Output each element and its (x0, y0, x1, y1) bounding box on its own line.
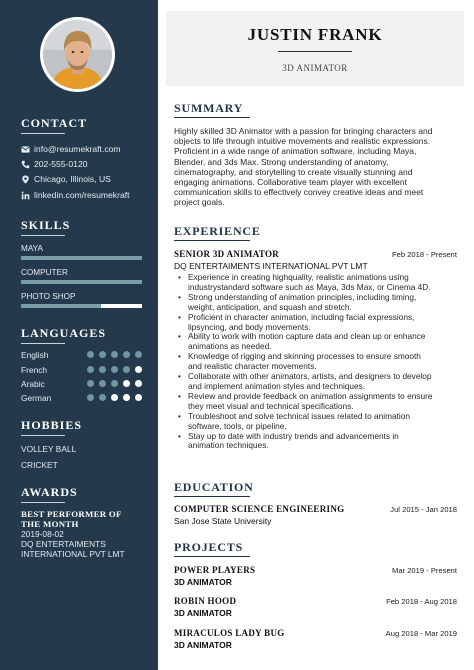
project-date: Aug 2018 - Mar 2019 (385, 629, 457, 638)
education-date: Jul 2015 - Jan 2018 (390, 505, 457, 514)
project-name: ROBIN HOOD (174, 596, 237, 606)
bullet-line: • Collaborate with other animators, artists, and designers to develop (188, 371, 432, 382)
language-name: French (21, 365, 48, 375)
award-date: 2019-08-02 (21, 529, 64, 539)
rating-dot-filled (123, 366, 130, 373)
bullet-line: • Knowledge of rigging and skinning processes to ensure smooth (188, 351, 421, 362)
language-row (21, 365, 142, 375)
experience-bullet (178, 352, 458, 372)
experience-bullet (178, 273, 458, 293)
summary-line: Blender, and 3ds Max. Strong understanding of anatomy, (174, 156, 389, 167)
project-date: Feb 2018 - Aug 2018 (386, 597, 457, 606)
bullet-line: and implement animation styles and techniques. (188, 380, 366, 391)
experience-bullet (178, 412, 458, 432)
awards-divider (21, 502, 65, 503)
award-title-line2: THE MONTH (21, 519, 79, 529)
experience-bullet (178, 293, 458, 313)
contact-heading: CONTACT (21, 116, 88, 130)
summary-line: engaging animations. Collaborative team player with excellent (174, 177, 407, 188)
profile-photo (43, 20, 112, 89)
job-title: SENIOR 3D ANIMATOR (174, 249, 280, 259)
skill-bar (21, 280, 142, 284)
rating-dot-filled (111, 380, 118, 387)
projects-divider (174, 556, 250, 557)
experience-bullet (178, 332, 458, 352)
education-divider (174, 496, 250, 497)
language-row (21, 393, 142, 403)
bullet-line: lipsyncing, and body movements. (188, 321, 311, 332)
experience-bullet (178, 392, 458, 412)
contact-linkedin-text: linkedin.com/resumekraft (34, 190, 130, 200)
linkedin-icon (21, 191, 30, 200)
education-school: San Jose State University (174, 516, 272, 526)
rating-dot-empty (123, 380, 130, 387)
rating-dot-empty (111, 394, 118, 401)
contact-phone-text: 202-555-0120 (34, 159, 88, 169)
candidate-role: 3D ANIMATOR (282, 63, 348, 73)
education-degree: COMPUTER SCIENCE ENGINEERING (174, 504, 345, 514)
summary-divider (174, 117, 250, 118)
language-name: Arabic (21, 379, 45, 389)
skill-bar-fill (21, 304, 101, 308)
hobbies-divider (21, 435, 65, 436)
language-row (21, 350, 142, 360)
education-heading: EDUCATION (174, 480, 254, 494)
language-rating (87, 351, 142, 358)
contact-linkedin[interactable] (21, 189, 130, 201)
rating-dot-filled (135, 351, 142, 358)
bullet-line: • Experience in creating highquality, realistic animations using (188, 272, 409, 282)
summary-line: cinematography, and storytelling to create visually stunning and (174, 166, 413, 177)
projects-heading: PROJECTS (174, 540, 244, 554)
rating-dot-filled (111, 366, 118, 373)
bullet-line: animation techniques. (188, 440, 269, 451)
language-name: English (21, 350, 49, 360)
bullet-line: and realistic character movements. (188, 361, 317, 372)
awards-heading: AWARDS (21, 485, 78, 499)
language-rating (87, 394, 142, 401)
summary-text (174, 126, 459, 208)
bullet-line: • Ability to work with motion capture data and clean up or enhance (188, 331, 426, 342)
bullet-line: weight, anticipation, and squash and stretch. (188, 301, 352, 312)
summary-line: Proficient in a wide range of animation software, including Maya, (174, 146, 417, 157)
skill-label: PHOTO SHOP (21, 292, 76, 301)
bullet-line: software, tools, or pipeline. (188, 420, 287, 431)
name-divider (278, 51, 352, 52)
project-role: 3D ANIMATOR (174, 608, 232, 618)
experience-divider (174, 240, 250, 241)
rating-dot-filled (87, 351, 94, 358)
skill-bar-fill (21, 280, 142, 284)
rating-dot-filled (99, 366, 106, 373)
bullet-line: • Troubleshoot and solve technical issues related to animation (188, 410, 410, 421)
summary-heading: SUMMARY (174, 101, 244, 115)
rating-dot-empty (135, 366, 142, 373)
languages-heading: LANGUAGES (21, 326, 107, 340)
email-icon (21, 145, 30, 154)
language-row (21, 379, 142, 389)
project-name: MIRACULOS LADY BUG (174, 628, 285, 638)
rating-dot-filled (87, 394, 94, 401)
skill-bar (21, 256, 142, 260)
contact-divider (21, 133, 65, 134)
rating-dot-filled (99, 394, 106, 401)
languages-divider (21, 343, 65, 344)
rating-dot-empty (135, 380, 142, 387)
contact-email-text: info@resumekraft.com (34, 144, 121, 154)
rating-dot-filled (111, 351, 118, 358)
summary-line: objects to life through intuitive movements and realistic expressions. (174, 136, 431, 147)
bullet-line: • Review and provide feedback on animation assignments to ensure (188, 390, 433, 401)
contact-location (21, 173, 111, 185)
language-rating (87, 380, 142, 387)
hobby-item: VOLLEY BALL (21, 444, 77, 454)
name-header (166, 11, 464, 86)
rating-dot-empty (135, 394, 142, 401)
hobby-item: CRICKET (21, 460, 58, 470)
candidate-name: JUSTIN FRANK (247, 25, 383, 44)
job-company: DQ ENTERTAIMENTS INTERNATIONAL PVT LMT (174, 261, 368, 271)
bullet-line: • Proficient in character animation, including facial expressions, (188, 311, 415, 322)
location-pin-icon (21, 175, 30, 184)
experience-bullets (178, 273, 458, 451)
experience-heading: EXPERIENCE (174, 224, 261, 238)
rating-dot-filled (87, 380, 94, 387)
contact-location-text: Chicago, Illinois, US (34, 174, 111, 184)
contact-email[interactable] (21, 143, 121, 155)
experience-bullet (178, 372, 458, 392)
summary-line: communication skills to effectively convey creative ideas and meet (174, 187, 424, 198)
skills-heading: SKILLS (21, 218, 71, 232)
summary-line: Highly skilled 3D Animator with a passion for bringing characters and (174, 126, 433, 136)
experience-bullet (178, 313, 458, 333)
bullet-line: animations as needed. (188, 341, 272, 352)
award-org-line1: DQ ENTERTAIMENTS (21, 539, 106, 549)
rating-dot-empty (123, 394, 130, 401)
bullet-line: they meet visual and technical specifications. (188, 400, 354, 411)
rating-dot-filled (99, 351, 106, 358)
experience-bullet (178, 432, 458, 452)
project-role: 3D ANIMATOR (174, 577, 232, 587)
rating-dot-filled (87, 366, 94, 373)
bullet-line: • Stay up to date with industry trends and advancements in (188, 430, 399, 441)
language-name: German (21, 393, 52, 403)
skill-bar (21, 304, 142, 308)
skill-label: COMPUTER (21, 268, 68, 277)
bullet-line: industrystandard software such as Maya, 3ds Max, or Cinema 4D. (188, 281, 431, 292)
avatar (40, 17, 115, 92)
job-date: Feb 2018 - Present (391, 250, 457, 259)
skills-divider (21, 235, 65, 236)
rating-dot-filled (99, 380, 106, 387)
summary-line: project goals. (174, 197, 225, 208)
project-name: POWER PLAYERS (174, 565, 256, 575)
rating-dot-filled (123, 351, 130, 358)
project-date: Mar 2019 - Present (392, 566, 457, 575)
project-role: 3D ANIMATOR (174, 640, 232, 650)
skill-bar-fill (21, 256, 142, 260)
phone-icon (21, 160, 30, 169)
language-rating (87, 366, 142, 373)
contact-phone[interactable] (21, 158, 88, 170)
award-title-line1: BEST PERFORMER OF (21, 509, 122, 519)
award-org-line2: INTERNATIONAL PVT LMT (21, 549, 125, 559)
bullet-line: • Strong understanding of animation principles, including timing, (188, 291, 417, 302)
skill-label: MAYA (21, 244, 43, 253)
sidebar (0, 0, 158, 670)
hobbies-heading: HOBBIES (21, 418, 83, 432)
